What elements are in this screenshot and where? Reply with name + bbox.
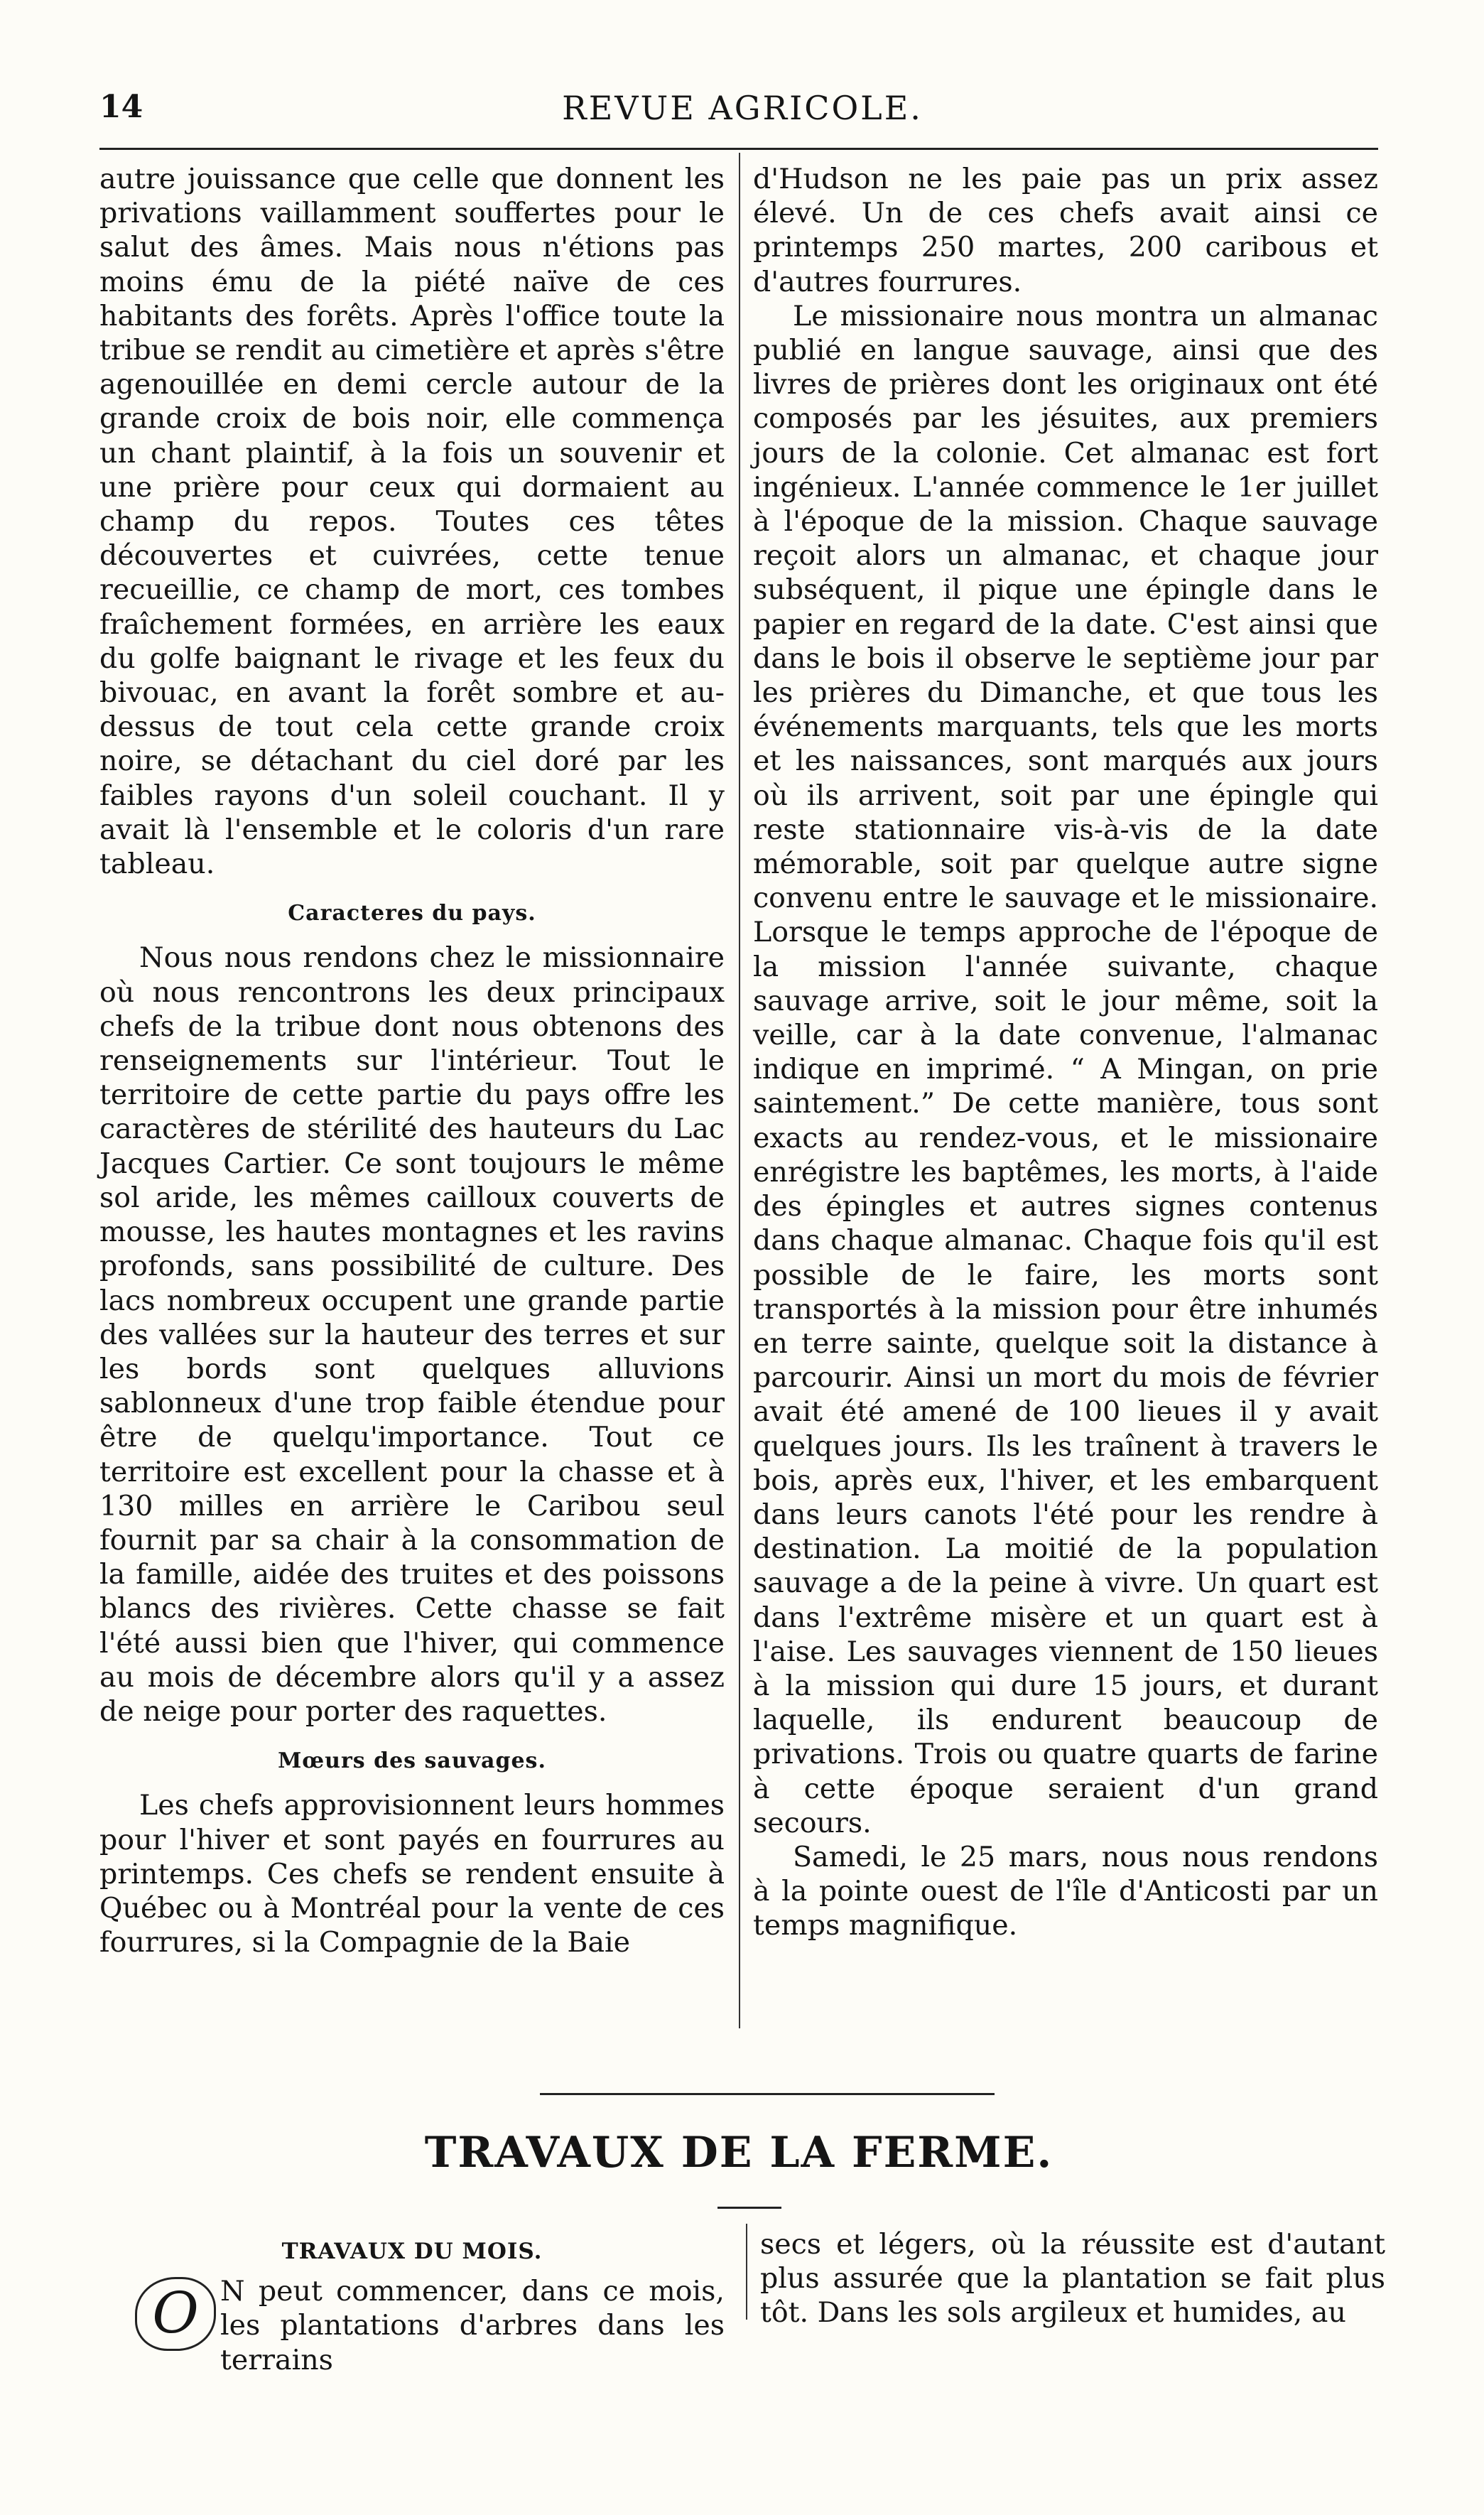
section-right-column [760,2227,1385,2330]
drop-cap-ornament: O [135,2277,216,2351]
page-header [99,82,1385,146]
subheading: TRAVAUX DU MOIS. [281,2239,543,2264]
paragraph: Samedi, le 25 mars, nous nous rendons à la pointe ouest de l'île d'Anticosti par un temps magnifique. [753,1840,1378,1942]
paragraph: Nous nous rendons chez le missionnaire où nous rencontrons les deux principaux chefs de la tribue dont nous obtenons des renseignements sur l'intérieur. Tout le territoire de cette partie du pays offre les caractères de stérilité des hauteurs du Lac Jacques Cartier. Ce sont toujours le même sol aride, les mêmes cailloux couverts de mousse, les hautes montagnes et les ravins profonds, sans possibilité de culture. Des lacs nombreux occupent une grande partie des vallées sur la hauteur des terres et sur les bords sont quelques alluvions sablonneux d'une trop faible étendue pour être de quelqu'importance. Tout ce territoire est excellent pour la chasse et à 130 milles en arrière le Caribou seul fournit par sa chair à la consommation de la famille, aidée des truites et des poissons blancs des rivières. Cette chasse se fait l'été aussi bien que l'hiver, qui commence au mois de décembre alors qu'il y a assez de neige pour porter des raquettes. [99,941,725,1728]
paragraph: autre jouissance que celle que donnent les privations vaillamment souffertes pour le salut des âmes. Mais nous n'étions pas moins ému de la piété naïve de ces habitants des forêts. Après l'office toute la tribue se rendit au cimetière et après s'être agenouillée en demi cercle autour de la grande croix de bois noir, elle commença un chant plaintif, à la fois un souvenir et une prière pour ceux qui dormaient au champ du repos. Toutes ces têtes découvertes et cuivrées, cette tenue recueillie, ce champ de mort, ces tombes fraîchement formées, en arrière les eaux du golfe baignant le rivage et les feux du bivouac, en avant la forêt sombre et au-dessus de tout cela cette grande croix noire, se détachant du ciel doré par les faibles rayons d'un soleil couchant. Il y avait là l'ensemble et le coloris d'un rare tableau. [99,163,725,881]
paragraph: N peut commencer, dans ce mois, les plantations d'arbres dans les terrains [220,2275,725,2376]
page-number: 14 [99,89,143,125]
title-rule [717,2207,781,2209]
header-rule [99,148,1378,150]
subheading: Mœurs des sauvages. [278,1748,546,1774]
column-divider [746,2224,747,2320]
running-title: REVUE AGRICOLE. [562,89,923,127]
paragraph: secs et légers, où la réussite est d'autant plus assurée que la plantation se fait plus tôt. Dans les sols argileux et humides, au [760,2228,1385,2330]
column-divider [739,153,740,2028]
subheading: Caracteres du pays. [288,901,536,926]
paragraph: Les chefs approvisionnent leurs hommes pour l'hiver et sont payés en fourrures au printemps. Ces chefs se rendent ensuite à Québec ou à Montréal pour la vente de ces fourrures, si la Compagnie de la Baie [99,1789,725,1959]
section-title: TRAVAUX DE LA FERME. [424,2128,1054,2178]
paragraph: Le missionaire nous montra un almanac publié en langue sauvage, ainsi que des livres de prières dont les originaux ont été composés par les jésuites, aux premiers jours de la colonie. Cet almanac est fort ingénieux. L'année commence le 1er juillet à l'époque de la mission. Chaque sauvage reçoit alors un almanac, et chaque jour subséquent, il pique une épingle dans le papier en regard de la date. C'est ainsi que dans le bois il observe le septième jour par les prières du Dimanche, et que tous les événements marquants, tels que les morts et les naissances, sont marqués aux jours où ils arrivent, soit par une épingle qui reste stationnaire vis-à-vis de la date mémorable, soit par quelque autre signe convenu entre le sauvage et le missionaire. Lorsque le temps approche de l'époque de la mission l'année suivante, chaque sauvage arrive, soit le jour même, soit la veille, car à la date convenue, l'almanac indique en imprimé. “ A Mingan, on prie saintement.” De cette manière, tous sont exacts au rendez-vous, et le missionaire enrégistre les baptêmes, les morts, à l'aide des épingles et autres signes contenus dans chaque almanac. Chaque fois qu'il est possible de le faire, les morts sont transportés à la mission pour être inhumés en terre sainte, quelque soit la distance à parcourir. Ainsi un mort du mois de février avait été amené de 100 lieues il y avait quelques jours. Ils les traînent à travers le bois, après eux, l'hiver, et les embarquent dans leurs canots l'été pour les rendre à destination. La moitié de la population sauvage a de la peine à vivre. Un quart est dans l'extrême misère et un quart est à l'aise. Les sauvages viennent de 150 lieues à la mission qui dure 15 jours, et durant laquelle, ils endurent beaucoup de privations. Trois ou quatre quarts de farine à cette époque seraient d'un grand secours. [753,299,1378,1839]
section-separator [540,2093,995,2095]
left-column [99,162,725,2045]
paragraph: d'Hudson ne les paie pas un prix assez élevé. Un de ces chefs avait ainsi ce printemps 250 martes, 200 caribous et d'autres fourrures. [753,163,1378,298]
section-left-column [99,2227,725,2377]
right-column [753,162,1378,2023]
